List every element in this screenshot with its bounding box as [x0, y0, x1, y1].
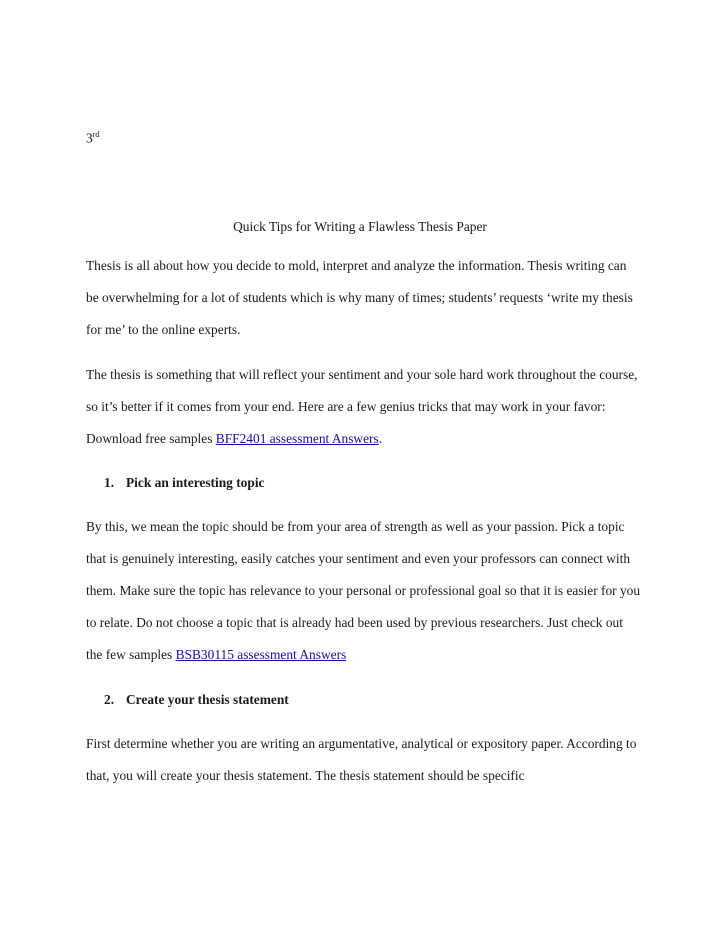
bff2401-answers-link[interactable]: BFF2401 assessment Answers	[215, 430, 379, 446]
page-header	[86, 130, 99, 146]
section-number-2: 2.	[104, 691, 115, 707]
document-body	[86, 250, 641, 804]
intro-paragraph-2-end: .	[378, 430, 383, 446]
section-title-1: Pick an interesting topic	[126, 475, 265, 490]
section-heading-1	[86, 467, 641, 499]
section-1-text: By this, we mean the topic should be from your area of strength as well as your passion. Pick a topic that is genuinely interesting, easily catches your sentiment and even your professors can connect with them. Make sure the topic has relevance to your personal or professional goal so that it is easier for you to relate. Do not choose a topic that is already had been used by previous researchers. Just check out the few samples	[86, 519, 641, 662]
header-number: 3	[86, 130, 93, 146]
bsb30115-answers-link[interactable]: BSB30115 assessment Answers	[175, 647, 347, 662]
section-1-paragraph	[86, 511, 641, 671]
intro-paragraph-1: Thesis is all about how you decide to mold, interpret and analyze the information. Thesis writing can be overwhelming for a lot of students which is why many of times; students’ requests ‘write my thesis for me’ to the online experts.	[86, 258, 633, 337]
intro-paragraph-2	[86, 359, 641, 455]
document-title: Quick Tips for Writing a Flawless Thesis Paper	[233, 219, 487, 234]
intro-paragraph-2-text: The thesis is something that will reflect your sentiment and your sole hard work throughout the course, so it’s better if it comes from your end. Here are a few genius tricks that may work in your favor: Download free samples	[86, 366, 638, 446]
section-number-1: 1.	[104, 475, 115, 490]
section-title-2: Create your thesis statement	[126, 691, 289, 707]
section-heading-2	[86, 684, 641, 716]
header-suffix: rd	[92, 130, 100, 139]
section-2-paragraph: First determine whether you are writing an argumentative, analytical or expository paper. According to that, you will create your thesis statement. The thesis statement should be specific	[86, 735, 637, 783]
